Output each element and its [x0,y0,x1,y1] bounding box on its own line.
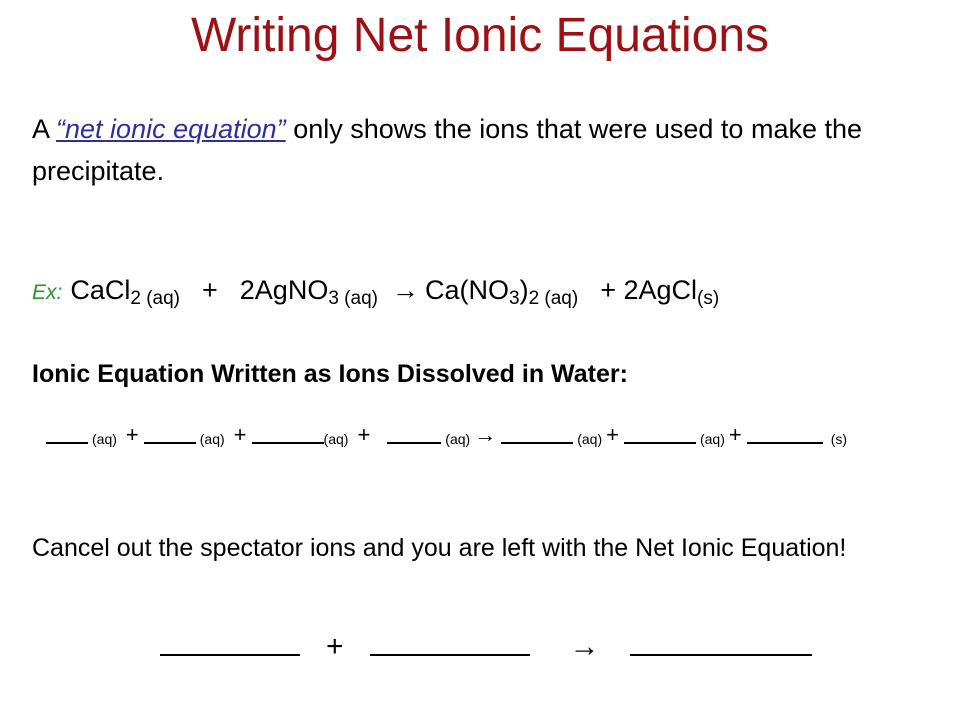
example-label: Ex: [32,281,63,304]
intro-paragraph [32,108,932,192]
reactant-agno3: 2AgNO [239,275,329,305]
term-net-ionic-equation: “net ionic equation” [56,114,286,144]
blank-ion-4 [387,428,441,444]
product-agcl-sub: (s) [697,288,720,309]
plus-sign: + [202,275,218,305]
plus-sign: + [233,422,247,447]
cancel-instructions: Cancel out the spectator ions and you are left with the Net Ionic Equation! [32,534,847,562]
blank-ion-2 [144,428,196,444]
state-aq: (aq) [577,431,603,447]
example-equation [32,270,719,313]
state-s: (s) [830,431,848,447]
state-aq: (aq) [323,431,349,447]
plus-sign: + [326,630,344,663]
blank-ion-3 [252,428,324,444]
plus-sign: + [728,422,742,447]
blank-net-reactant-2 [370,628,530,656]
blank-ion-6 [624,428,696,444]
intro-text-after: only shows the ions that were used to make the precipitate. [32,114,863,186]
reactant-cacl2-sub: 2 (aq) [130,288,180,309]
state-aq: (aq) [199,431,225,447]
reactant-cacl2: CaCl [70,275,131,305]
reaction-arrow-icon: → [569,630,600,663]
product-ca-no3-2-paren: ) [519,275,529,305]
ionic-equation-blanks [46,424,851,456]
blank-ion-5 [501,428,573,444]
page-title: Writing Net Ionic Equations [190,9,770,62]
product-ca-no3-2: Ca(NO [424,275,509,305]
plus-sign: + [606,422,619,447]
blank-net-reactant-1 [160,628,300,656]
state-aq: (aq) [92,431,117,447]
blank-net-product [630,628,812,656]
state-aq: (aq) [445,431,471,447]
blank-precipitate [747,428,823,444]
reactant-agno3-sub: 3 (aq) [328,288,378,309]
ionic-equation-heading: Ionic Equation Written as Ions Dissolved in Water: [32,360,628,388]
net-ionic-equation-blanks [160,628,812,668]
plus-sign: + [125,422,139,447]
blank-ion-1 [46,428,88,444]
product-ca-no3-2-sub2: 2 (aq) [528,288,579,309]
intro-text-before: A [32,114,57,144]
plus-sign: + [357,422,371,447]
product-agcl: + 2AgCl [600,275,698,305]
reaction-arrow-icon: → [474,422,497,447]
state-aq: (aq) [699,431,725,447]
product-ca-no3-2-sub1: 3 [508,288,520,309]
reaction-arrow-icon: → [391,275,419,305]
